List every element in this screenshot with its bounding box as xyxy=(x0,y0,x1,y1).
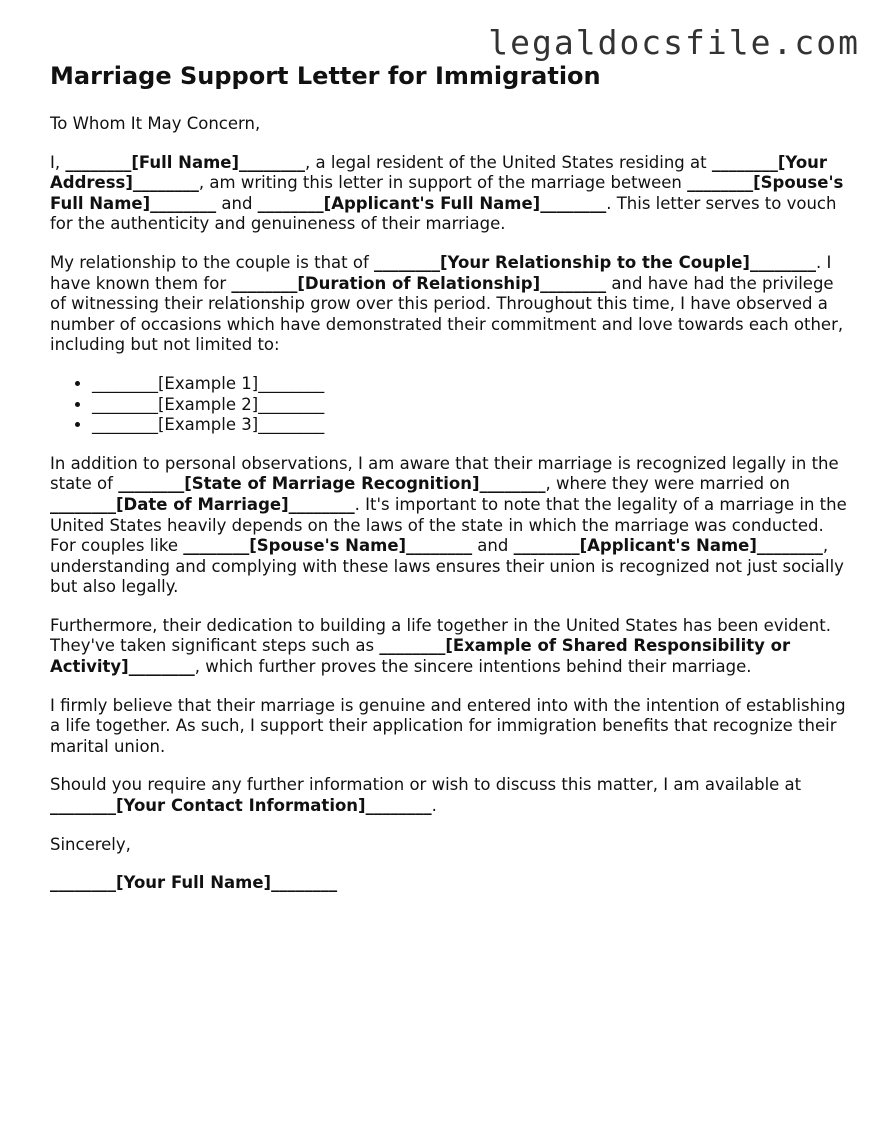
greeting: To Whom It May Concern, xyxy=(50,114,261,133)
paragraph-belief: I firmly believe that their marriage is genuine and entered into with the intention of establishing a life together. As such, I support their application for immigration benefits that recognize their marital union. xyxy=(50,695,846,756)
field-contact-information: ________[Your Contact Information]________ xyxy=(50,796,432,816)
list-item: • ________[Example 2]________ xyxy=(92,395,850,416)
paragraph-legal-recognition: In addition to personal observations, I am aware that their marriage is recognized legally in the state of ________[State of Marriage Recognition]________, where they were married on ________[Date of Marriage]________. It's important to note that the legality of a marriage in the United States heavily depends on the laws of the state in which the marriage was conducted. For couples like ________[Spouse's Name]________ and ________[Applicant's Name]________, understanding and complying with these laws ensures their union is recognized not just socially but also legally. xyxy=(50,453,847,597)
paragraph-relationship: My relationship to the couple is that of ________[Your Relationship to the Couple]________. I have known them for ________[Duration of Relationship]________ and have had the privilege of witnessing their relationship grow over this period. Throughout this time, I have observed a number of occasions which have demonstrated their commitment and love towards each other, including but not limited to: xyxy=(50,252,844,355)
examples-list xyxy=(50,374,850,436)
field-state-of-marriage: ________[State of Marriage Recognition]________ xyxy=(118,474,546,494)
closing: Sincerely, xyxy=(50,834,131,854)
field-spouse-name: ________[Spouse's Name]________ xyxy=(183,536,473,556)
watermark: legaldocsfile.com xyxy=(488,23,860,62)
field-applicant-name: ________[Applicant's Name]________ xyxy=(513,536,823,556)
paragraph-contact: Should you require any further information or wish to discuss this matter, I am available at ________[Your Contact Information]________. xyxy=(50,775,802,816)
paragraph-dedication: Furthermore, their dedication to building a life together in the United States has been evident. They've taken significant steps such as ________[Example of Shared Responsibility or Activity]________, which further proves the sincere intentions behind their marriage. xyxy=(50,615,831,677)
field-duration: ________[Duration of Relationship]________ xyxy=(231,273,607,293)
list-item: • ________[Example 1]________ xyxy=(92,374,850,395)
field-spouse-full-name: ________[Spouse's Full Name]________ xyxy=(50,173,844,213)
field-shared-responsibility: ________[Example of Shared Responsibility or Activity]________ xyxy=(50,636,791,677)
letter-document xyxy=(50,60,850,894)
paragraph-introduction: I, ________[Full Name]________, a legal resident of the United States residing at ________[Your Address]________, am writing this letter in support of the marriage between ________[Spouse's Full Name]________ and ________[Applicant's Full Name]________. This letter serves to vouch for the authenticity and genuineness of their marriage. xyxy=(50,152,844,234)
field-relationship: ________[Your Relationship to the Couple]________ xyxy=(374,252,816,272)
letter-title: Marriage Support Letter for Immigration xyxy=(50,62,601,90)
field-date-of-marriage: ________[Date of Marriage]________ xyxy=(50,494,355,514)
list-item: • ________[Example 3]________ xyxy=(92,415,850,436)
field-applicant-full-name: ________[Applicant's Full Name]________ xyxy=(257,193,607,213)
field-your-address: ________[Your Address]________ xyxy=(50,152,828,193)
field-full-name: ________[Full Name]________ xyxy=(65,152,306,172)
signature-field: ________[Your Full Name]________ xyxy=(50,873,338,893)
